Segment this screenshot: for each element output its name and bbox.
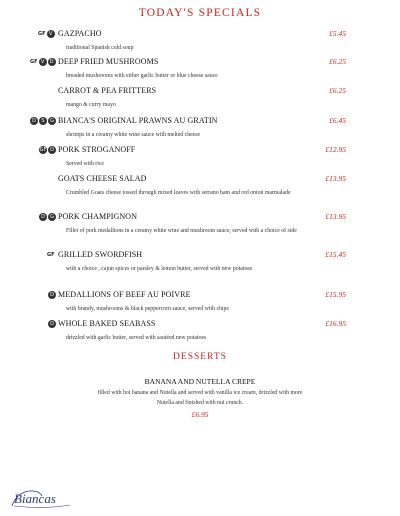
dessert-description: filled with hot banana and Nutella and served with vanilla ice cream, drizzled with more Nutella and finished with nut crunch. <box>97 390 303 406</box>
item-name: PORK STROGANOFF <box>58 145 136 154</box>
item-description: Crumbled Goats cheese tossed through mixed leaves with serrano ham and red onion marmalade <box>66 190 291 196</box>
gluten-icon: G <box>48 117 56 125</box>
dietary-badges <box>30 57 56 66</box>
specials-title: TODAY'S SPECIALS <box>138 7 262 19</box>
vegetarian-icon: V <box>39 58 47 66</box>
item-price: £6.45 <box>329 116 346 125</box>
item-name: CARROT & PEA FRITTERS <box>58 86 157 95</box>
dairy-icon: D <box>39 213 47 221</box>
dietary-badges <box>30 116 56 125</box>
dairy-icon: D <box>48 58 56 66</box>
item-description: mango & curry mayo <box>66 102 116 108</box>
item-price: £16.95 <box>325 319 346 328</box>
dietary-badges <box>47 250 55 259</box>
item-name: BIANCA'S ORIGINAL PRAWNS AU GRATIN <box>58 116 218 125</box>
item-price: £5.45 <box>329 29 346 38</box>
dessert-price: £6.95 <box>191 410 209 419</box>
dietary-badges <box>39 145 56 154</box>
dietary-badges <box>39 212 56 221</box>
item-name: GOATS CHEESE SALAD <box>58 174 147 183</box>
item-description: breaded mushrooms with either garlic butter or blue cheese sauce <box>66 73 218 79</box>
shellfish-icon: S <box>39 117 47 125</box>
item-description: shrimps in a creamy white wine sauce with melted cheese <box>66 132 201 138</box>
dairy-icon: D <box>48 291 56 299</box>
dietary-badges <box>38 29 55 38</box>
desserts-title: DESSERTS <box>173 352 227 362</box>
item-price: £13.95 <box>325 174 346 183</box>
item-description: with brandy, mushrooms & black peppercorn sauce, served with chips <box>66 306 229 312</box>
item-description: Fillet of pork medallions in a creamy white wine and mushroom sauce, served with a choice of side <box>66 228 297 234</box>
dessert-name: BANANA AND NUTELLA CREPE <box>144 377 256 386</box>
item-description: traditional Spanish cold soup <box>66 45 134 51</box>
item-description: drizzled with garlic butter, served with sautéed new potatoes <box>66 335 207 341</box>
item-name: WHOLE BAKED SEABASS <box>58 319 156 328</box>
dietary-badges <box>48 319 56 328</box>
gluten-free-icon: GF <box>38 30 46 37</box>
item-price: £6.25 <box>329 57 346 66</box>
dietary-badges <box>48 290 56 299</box>
item-description: with a choice , cajun spices or parsley & lemon butter, served with new potatoes <box>66 266 253 272</box>
bianca-logo <box>8 486 78 510</box>
item-name: PORK CHAMPIGNON <box>58 212 138 221</box>
item-price: £12.95 <box>325 145 346 154</box>
item-name: GRILLED SWORDFISH <box>58 250 143 259</box>
gluten-free-icon: GF <box>47 251 55 258</box>
item-name: GAZPACHO <box>58 29 102 38</box>
item-price: £6.25 <box>329 86 346 95</box>
vegetarian-icon: V <box>47 30 55 38</box>
dairy-icon: D <box>48 320 56 328</box>
item-price: £13.95 <box>325 212 346 221</box>
gluten-free-icon: GF <box>30 58 38 65</box>
item-description: Served with rice <box>66 161 104 167</box>
gluten-icon: G <box>48 213 56 221</box>
dairy-icon: D <box>30 117 38 125</box>
item-price: £15.45 <box>325 250 346 259</box>
gluten-free-icon: GF <box>39 146 47 153</box>
item-name: DEEP FRIED MUSHROOMS <box>58 57 159 66</box>
dairy-icon: D <box>48 146 56 154</box>
item-price: £15.95 <box>325 290 346 299</box>
svg-text:Biancas: Biancas <box>14 491 56 506</box>
item-name: MEDALLIONS OF BEEF AU POIVRE <box>58 290 191 299</box>
